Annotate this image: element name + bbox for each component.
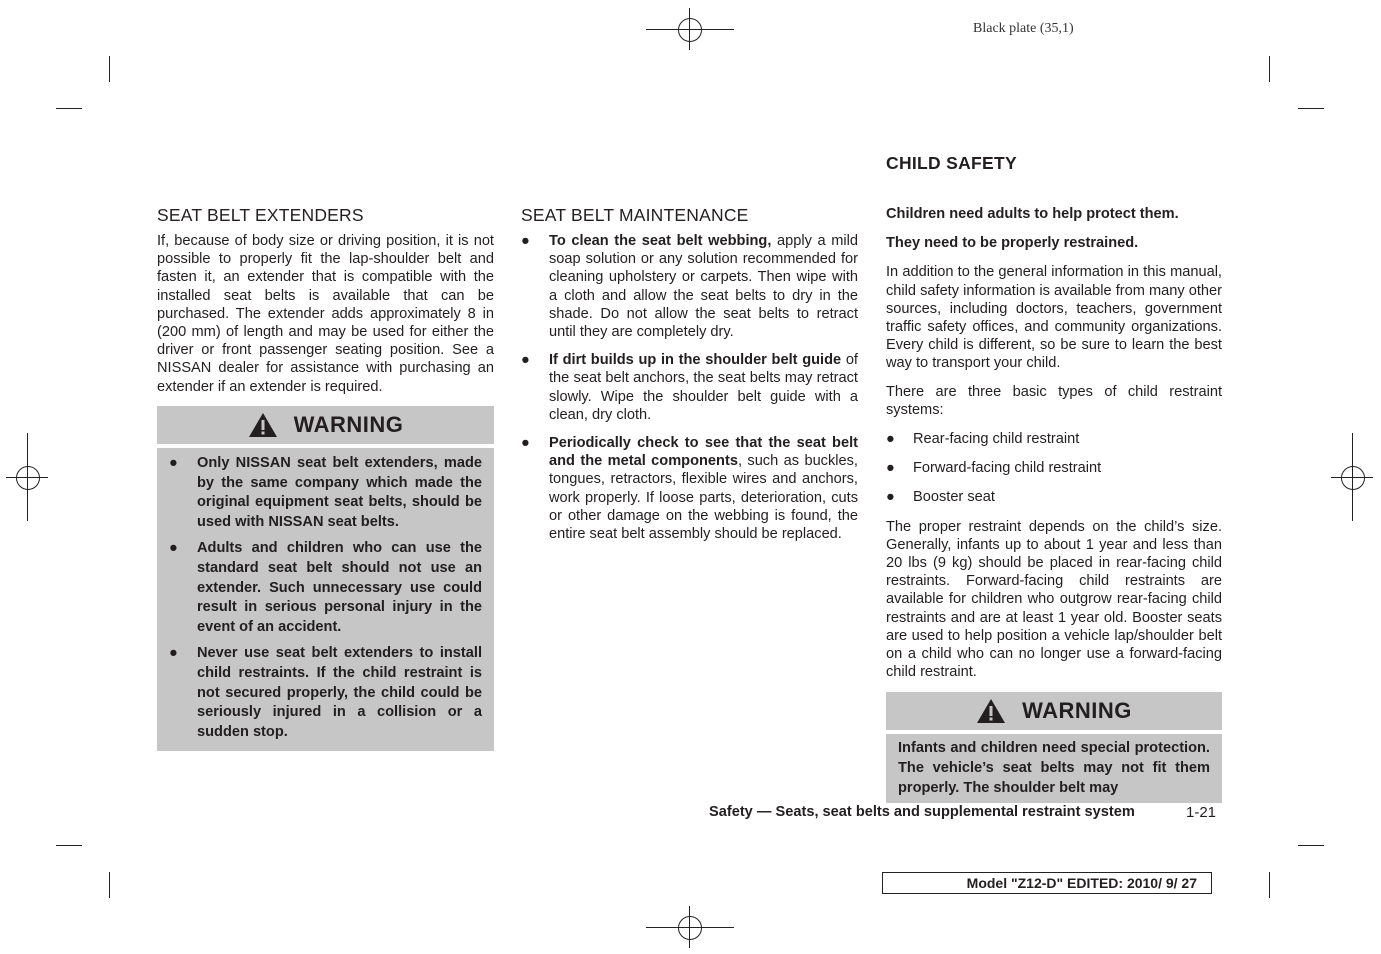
crop-mark [56, 108, 82, 109]
registration-circle-bottom [678, 916, 702, 940]
warning-triangle-icon [248, 412, 278, 438]
model-edited-box: Model "Z12-D" EDITED: 2010/ 9/ 27 [882, 872, 1212, 894]
warning-title: WARNING [1022, 698, 1132, 723]
bullet-icon: ● [169, 454, 178, 471]
bullet-icon: ● [521, 435, 530, 452]
crop-mark [109, 56, 110, 82]
body-text: There are three basic types of child restraint systems: [886, 383, 1222, 418]
body-text: The proper restraint depends on the child’s size. Generally, infants up to about 1 year and less than 20 lbs (9 kg) should be placed in rear-facing child restraints. Forward-facing child restraints are available for children who outgrow rear-facing child restraints and are at least 1 year old. Booster seats are used to help position a vehicle lap/shoulder belt on a child who can no longer use a forward-facing child restraint. [886, 518, 1222, 681]
warning-header [886, 692, 1222, 730]
bullet-icon: ● [886, 431, 895, 448]
section-heading: SEAT BELT EXTENDERS [157, 205, 364, 225]
warning-header [157, 406, 494, 444]
plate-label: Black plate (35,1) [973, 21, 1074, 36]
section-heading: SEAT BELT MAINTENANCE [521, 205, 749, 225]
crop-mark [1269, 872, 1270, 898]
bold-line: They need to be properly restrained. [886, 235, 1139, 252]
maintenance-item: ● To clean the seat belt webbing, apply a mild soap solution or any solution recommended for cleaning upholstery or carpets. Then wipe with a cloth and allow the seat belts to dry in the shade. Do not allow the seat belts to retract until they are completely dry. [521, 233, 858, 341]
registration-circle-right [1341, 466, 1365, 490]
warning-title: WARNING [293, 411, 404, 437]
bullet-icon: ● [886, 460, 895, 477]
restraint-type-item: ● Rear-facing child restraint [886, 431, 1080, 448]
bullet-icon: ● [521, 233, 530, 249]
left-column [157, 204, 494, 751]
bold-line: Children need adults to help protect them. [886, 206, 1179, 222]
bullet-icon: ● [886, 489, 895, 506]
registration-circle-left [16, 466, 40, 490]
chapter-heading: CHILD SAFETY [886, 153, 1017, 173]
bullet-icon: ● [169, 540, 178, 557]
warning-item: ● Only NISSAN seat belt extenders, made by the same company which made the original equipment seat belts, should be used with NISSAN seat belts. [169, 454, 482, 531]
page-number: 1-21 [1186, 804, 1217, 821]
body-text: In addition to the general information in this manual, child safety information is available from many other sources, including doctors, teachers, government traffic safety offices, and community organizations. Every child is different, so be sure to learn the best way to transport your child. [886, 264, 1222, 372]
warning-item: ● Adults and children who can use the standard seat belt should not use an extender. Such unnecessary use could result in serious personal injury in the event of an accident. [169, 540, 482, 636]
bullet-icon: ● [169, 645, 178, 661]
middle-column [521, 204, 858, 543]
footer-section-title: Safety — Seats, seat belts and supplemental restraint system [709, 804, 1135, 820]
crop-mark [56, 845, 82, 846]
warning-content [157, 448, 494, 751]
crop-mark [1298, 845, 1324, 846]
body-text: If, because of body size or driving position, it is not possible to properly fit the lap-shoulder belt and fasten it, an extender that is compatible with the installed seat belts is available that can be purchased. The extender adds approximately 8 in (200 mm) of length and may be used for either the driver or front passenger seating position. See a NISSAN dealer for assistance with purchasing an extender if an extender is required. [157, 233, 494, 395]
restraint-type-item: ● Forward-facing child restraint [886, 460, 1102, 477]
bullet-icon: ● [521, 352, 530, 369]
crop-mark [109, 872, 110, 898]
registration-circle-top [678, 18, 702, 42]
crop-mark [1298, 108, 1324, 109]
maintenance-item: ● If dirt builds up in the shoulder belt guide of the seat belt anchors, the seat belts may retract slowly. Wipe the shoulder belt guide with a clean, dry cloth. [521, 352, 858, 423]
right-column [886, 205, 1222, 681]
maintenance-item: ● Periodically check to see that the seat belt and the metal components, such as buckles, tongues, retractors, flexible wires and anchors, work properly. If loose parts, deterioration, cuts or other damage on the webbing is found, the entire seat belt assembly should be replaced. [521, 435, 858, 543]
crop-mark [1269, 56, 1270, 82]
warning-content: Infants and children need special protection. The vehicle’s seat belts may not fit them properly. The shoulder belt may [886, 734, 1222, 803]
warning-item: ● Never use seat belt extenders to install child restraints. If the child restraint is not secured properly, the child could be seriously injured in a collision or a sudden stop. [169, 645, 482, 741]
warning-box [886, 692, 1222, 803]
warning-box [157, 406, 494, 751]
warning-triangle-icon [976, 698, 1006, 724]
restraint-type-item: ● Booster seat [886, 489, 995, 506]
